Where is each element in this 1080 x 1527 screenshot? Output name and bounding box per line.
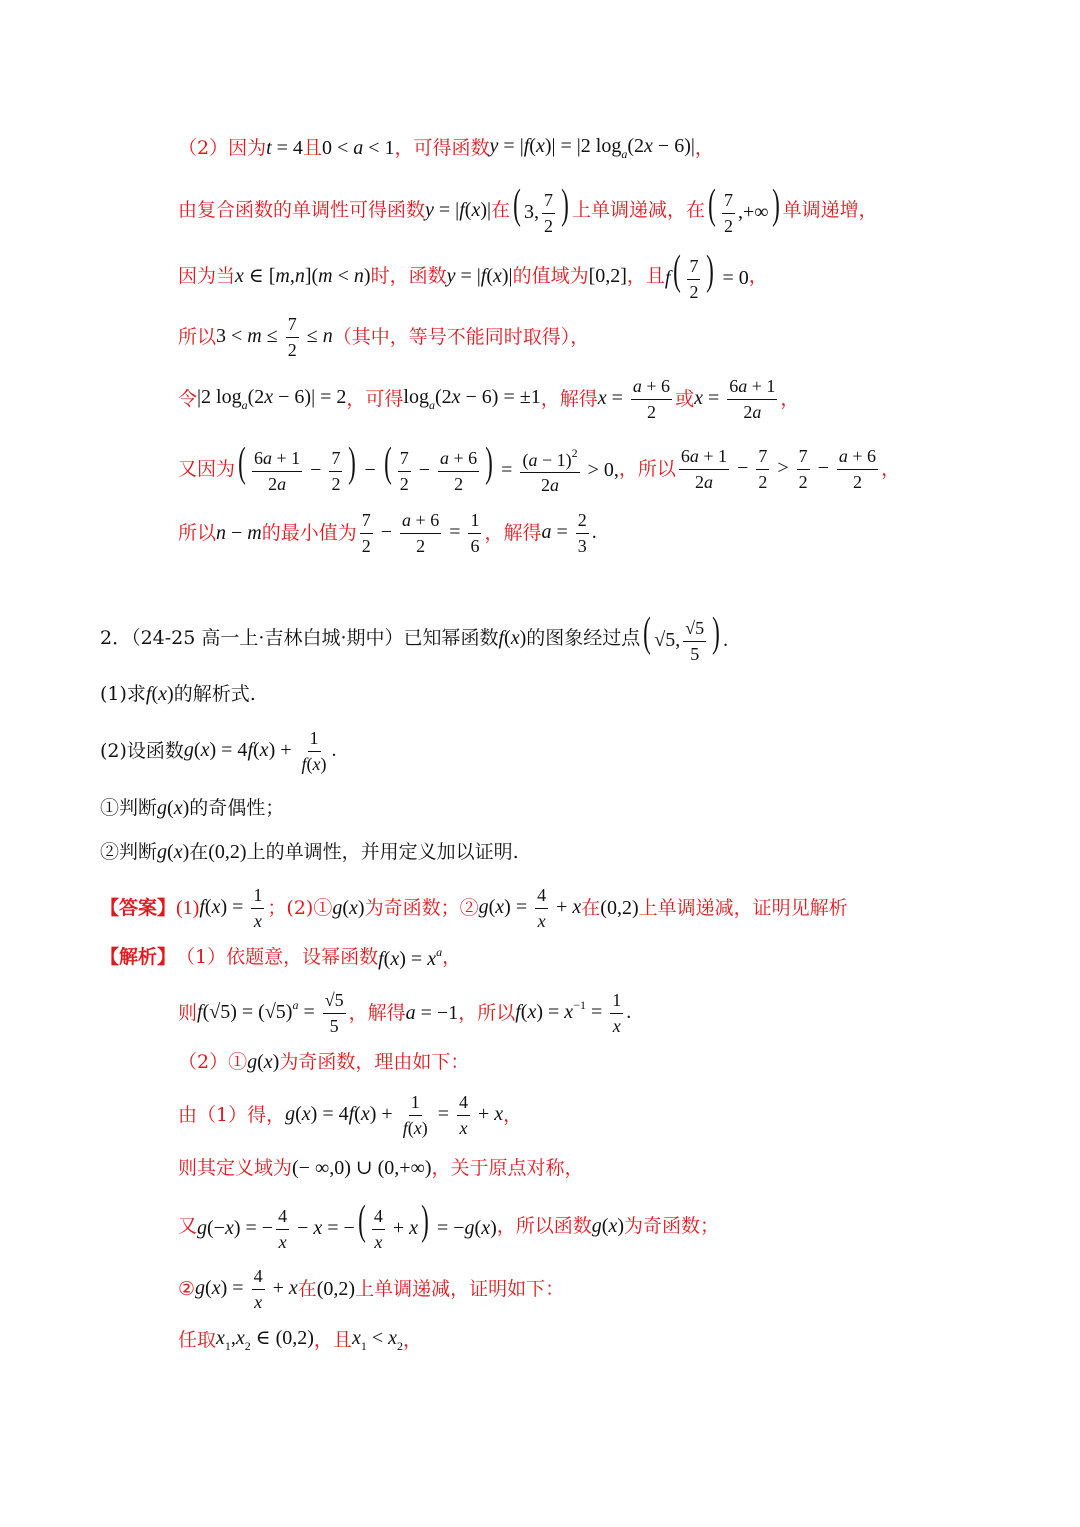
math: a = $\frac{2}{3}$ . <box>541 510 597 556</box>
text: （2）因为 <box>178 136 267 159</box>
text: 为奇函数； <box>624 1214 720 1237</box>
math: ( $\frac{6a + 1}{2a}$ − $\frac{7}{2}$ ) − ( $\frac{7}{2}$ − $\frac{a + 6}{2}$ ) = $\frac{(a - 1)^2}{2a}$ > 0, <box>238 440 619 496</box>
text: 由（1）得， <box>178 1103 286 1126</box>
math: 0 < a < 1 <box>321 137 395 159</box>
text: 的最小值为 <box>261 521 357 544</box>
math: (− ∞,0) ∪ (0,+∞) <box>292 1157 432 1179</box>
text: 在 <box>581 896 601 919</box>
analysis-line-5 <box>178 1158 584 1178</box>
line-3: 因为当 x ∈ [m,n](m < n) 时，函数 y = |f(x)| 的值域为 [0,2] ，且 f( $\frac{7}{2}$ ) = 0 ， <box>178 248 768 302</box>
analysis-line-8: 任取 $x_1,x_2$ ∈ (0,2) ，且 $x_1 < x_2$ ， <box>178 1327 423 1353</box>
text: 的图象经过点 <box>526 626 641 649</box>
math: a = −1 <box>405 1002 459 1025</box>
text: ，所以 <box>458 1001 516 1024</box>
math: x ∈ [m,n](m < n) <box>235 265 371 288</box>
math: ( √5, $\frac{√5}{5}$ ) . <box>643 610 729 664</box>
math: x = $\frac{6a + 1}{2a}$ <box>694 376 776 422</box>
math: n − m <box>216 522 262 545</box>
math: t = 4 <box>266 137 303 159</box>
analysis-tag: 【解析】 <box>100 946 177 968</box>
question-2-part-1 <box>100 684 256 704</box>
text: ；(2)① <box>267 896 333 919</box>
math: g(x) = 4f(x) + $\frac{1}{f(x)}$ = $\frac{4}{x}$ + x <box>285 1092 504 1138</box>
text: 上单调递减，证明见解析 <box>638 896 848 919</box>
math: $\frac{6a + 1}{2a}$ − $\frac{7}{2}$ > $\frac{7}{2}$ − $\frac{a + 6}{2}$ <box>680 445 877 492</box>
analysis-line-4: 由（1）得， g(x) = 4f(x) + $\frac{1}{f(x)}$ = $\frac{4}{x}$ + x ， <box>178 1092 523 1138</box>
math: $f(x) = x^a$ <box>378 945 443 970</box>
question-2-part-2 <box>100 728 337 774</box>
line-7 <box>178 510 597 556</box>
math: f(x) <box>145 683 174 705</box>
question-2-stem <box>100 612 728 665</box>
text: ，可得 <box>346 387 404 410</box>
text: 为奇函数；② <box>364 896 479 919</box>
math: g(−x) = − $\frac{4}{x}$ − x = −( $\frac{4}{x}$ + x) = −g(x) <box>197 1198 497 1252</box>
math: x = $\frac{a + 6}{2}$ <box>597 376 671 422</box>
math: g(x) <box>157 797 190 819</box>
math: y = |f(x)| <box>425 199 491 222</box>
text: ，关于原点对称， <box>431 1156 584 1179</box>
math: g(x) <box>591 1215 625 1238</box>
analysis-line-2 <box>178 990 631 1036</box>
text: （其中，等号不能同时取得）， <box>332 325 590 348</box>
text: 2．（24-25 高一上·吉林白城·期中）已知幂函数 <box>100 626 499 649</box>
math: $\log_a(2x - 6) = \pm 1$ <box>403 386 541 413</box>
line-2 <box>178 184 878 237</box>
text: ，所以函数 <box>496 1214 592 1237</box>
math: g(x) = $\frac{4}{x}$ + x <box>478 885 582 931</box>
text: 又 <box>178 1214 198 1237</box>
text: 则其定义域为 <box>178 1156 293 1179</box>
text: 在 <box>491 198 511 221</box>
line-1: （2）因为 t = 4 且 0 < a < 1 ，可得函数 y = |f(x)| = |2 $\log_a(2x - 6)|$ ， <box>178 135 714 161</box>
text: ，所以 <box>618 457 676 480</box>
text: ，且 <box>626 264 665 287</box>
math: y = |f(x)| = |2 $\log_a(2x - 6)|$ <box>489 135 695 161</box>
math: (0,2) <box>316 1278 356 1301</box>
text: ，解得 <box>348 1001 406 1024</box>
text: 由复合函数的单调性可得函数 <box>178 198 426 221</box>
text: 令 <box>178 387 198 410</box>
math: |2 $\log_a(2x - 6)| = 2$ <box>197 386 347 413</box>
text: 所以 <box>178 325 217 348</box>
text: 所以 <box>178 521 217 544</box>
math: (0,2) <box>600 897 639 920</box>
text: (1)求 <box>100 682 146 705</box>
analysis-line-6 <box>178 1200 719 1253</box>
math: y = |f(x)| <box>446 265 513 288</box>
text: 或 <box>675 387 695 410</box>
math: (0,2) <box>208 841 247 863</box>
math: f(x) = $\frac{1}{x}$ <box>199 885 263 931</box>
text: （1）依题意，设幂函数 <box>176 946 379 968</box>
math: g(x) <box>157 841 190 863</box>
math: ( $\frac{7}{2}$ ,+∞) <box>708 182 780 236</box>
math: $f(x) = x^{-1}$ = $\frac{1}{x}$ . <box>515 990 632 1036</box>
text: 时，函数 <box>370 264 447 287</box>
text: 上单调递减，证明如下： <box>355 1277 565 1300</box>
text: (2)设函数 <box>100 739 184 762</box>
text: 上单调递减，在 <box>572 198 706 221</box>
text: 单调递增， <box>782 198 878 221</box>
line-6: 又因为 ( $\frac{6a + 1}{2a}$ − $\frac{7}{2}$ ) − ( $\frac{7}{2}$ − $\frac{a + 6}{2}$ ) = $\frac{(a - 1)^2}{2a}$ > 0, ，所以 $\frac{6a + 1}{2a}$ − $\frac{7}{2}$ > $\frac{7}{2}$ − $\frac{a + 6}{2}$ ， <box>178 440 901 496</box>
question-2-item-1 <box>100 798 284 818</box>
math: [0,2] <box>588 265 627 288</box>
answer-tag: 【答案】 <box>100 896 177 919</box>
text: 又因为 <box>178 457 236 480</box>
math: g(x) <box>247 1051 280 1073</box>
math: g(x) <box>332 897 365 920</box>
answer-line <box>100 885 848 931</box>
text: ，可得函数 <box>394 136 490 159</box>
text: 在 <box>189 840 209 863</box>
line-4 <box>178 314 589 360</box>
text: 的奇偶性； <box>189 796 285 819</box>
analysis-line-3 <box>178 1052 469 1072</box>
text: 的解析式. <box>173 682 256 705</box>
text: ②判断 <box>100 840 158 863</box>
math: f(x) <box>498 627 527 650</box>
text: 任取 <box>178 1328 217 1351</box>
math: g(x) = $\frac{4}{x}$ + x <box>195 1266 298 1312</box>
text: 且 <box>302 136 322 159</box>
math: $x_1,x_2$ ∈ (0,2) <box>216 1327 314 1353</box>
text: ② <box>178 1277 196 1300</box>
text: 在 <box>297 1277 317 1300</box>
math: f( $\frac{7}{2}$ ) = 0 <box>664 248 749 302</box>
math: $x_1 < x_2$ <box>351 1327 403 1353</box>
line-5: 令 |2 $\log_a(2x - 6)| = 2$ ，可得 $\log_a(2x - 6) = \pm 1$ ，解得 x = $\frac{a + 6}{2}$ 或 x = $\frac{6a + 1}{2a}$ ， <box>178 376 800 422</box>
question-2-item-2 <box>100 842 519 862</box>
text: 则 <box>178 1001 198 1024</box>
text: （2）① <box>178 1050 248 1073</box>
text: 的值域为 <box>512 264 589 287</box>
text: 为奇函数，理由如下： <box>279 1050 470 1073</box>
analysis-line-1: 【解析】 （1）依题意，设幂函数 $f(x) = x^a$ ， <box>100 945 462 970</box>
math: $\frac{7}{2}$ − $\frac{a + 6}{2}$ = $\frac{1}{6}$ <box>361 510 480 556</box>
math: g(x) = 4f(x) + $\frac{1}{f(x)}$ . <box>183 728 337 774</box>
text: ，解得 <box>540 387 598 410</box>
text: ，解得 <box>484 521 542 544</box>
math: 3 < m ≤ $\frac{7}{2}$ ≤ n <box>216 314 333 360</box>
text: 上的单调性，并用定义加以证明. <box>246 840 519 863</box>
text: ①判断 <box>100 796 158 819</box>
math: $f(√5) = (√5)^a$ = $\frac{√5}{5}$ <box>197 990 344 1036</box>
analysis-line-7 <box>178 1266 564 1312</box>
text: 因为当 <box>178 264 236 287</box>
math: ( 3, $\frac{7}{2}$ ) <box>513 182 569 236</box>
text: ，且 <box>313 1328 352 1351</box>
text: (1) <box>176 897 200 920</box>
